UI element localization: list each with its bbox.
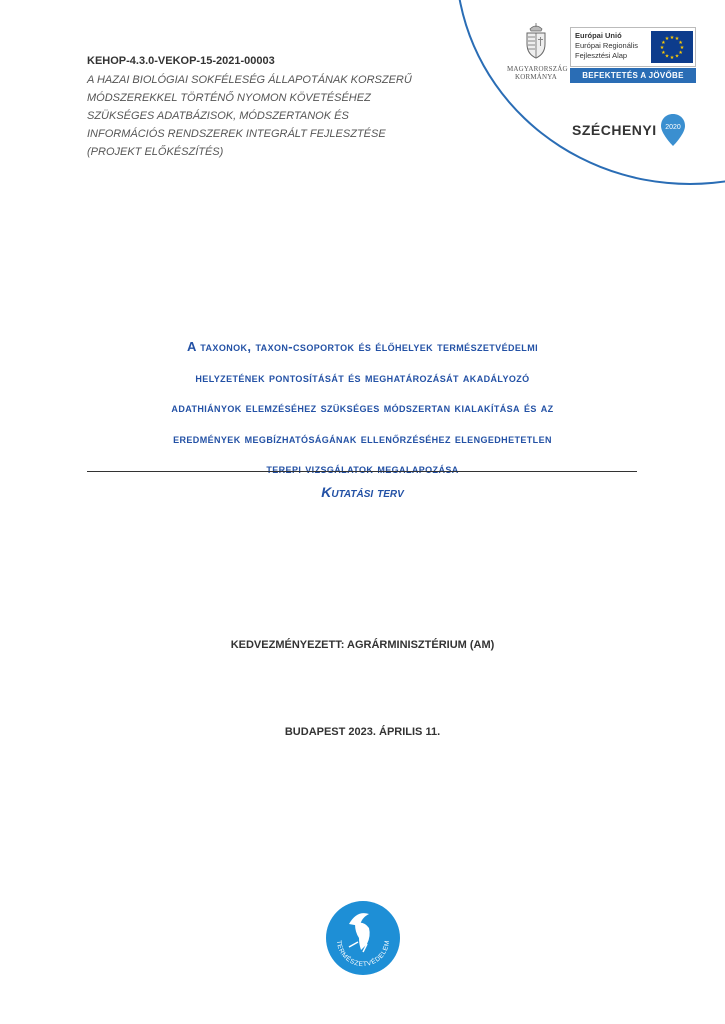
eu-star-icon: ★ bbox=[674, 53, 680, 60]
project-title bbox=[87, 71, 447, 161]
document-title bbox=[60, 332, 665, 485]
document-title-line: A taxonok, taxon-csoportok és élőhelyek természetvédelmi bbox=[186, 339, 538, 354]
title-divider bbox=[87, 471, 637, 472]
szechenyi-label: SZÉCHENYI bbox=[572, 122, 657, 138]
project-title-line: SZÜKSÉGES ADATBÁZISOK, MÓDSZERTANOK ÉS bbox=[87, 110, 349, 122]
government-label-line1: MAGYARORSZÁG bbox=[507, 65, 568, 73]
eu-label-line3: Fejlesztési Alap bbox=[575, 51, 628, 60]
eu-star-icon: ★ bbox=[678, 49, 683, 56]
government-label-line2: KORMÁNYA bbox=[514, 73, 558, 81]
szechenyi-2020-logo bbox=[572, 113, 686, 147]
eu-star-icon: ★ bbox=[678, 39, 683, 46]
eu-star-icon: ★ bbox=[664, 53, 670, 60]
eu-star-icon: ★ bbox=[661, 49, 666, 56]
eu-star-icon: ★ bbox=[664, 36, 670, 43]
eu-star-icon: ★ bbox=[674, 36, 680, 43]
project-title-line: A HAZAI BIOLÓGIAI SOKFÉLESÉG ÁLLAPOTÁNAK KORSZERŰ bbox=[87, 74, 412, 86]
location-pin-icon bbox=[660, 113, 686, 147]
project-code: KEHOP-4.3.0-VEKOP-15-2021-00003 bbox=[87, 55, 275, 67]
document-title-line: terepi vizsgálatok megalapozása bbox=[266, 461, 459, 476]
eu-label-line1: Európai Unió bbox=[575, 31, 622, 40]
termeszetvedelem-logo bbox=[325, 900, 401, 976]
eu-flag-icon bbox=[651, 31, 693, 63]
eu-logo bbox=[570, 27, 696, 67]
beneficiary: KEDVEZMÉNYEZETT: AGRÁRMINISZTÉRIUM (AM) bbox=[230, 639, 495, 651]
document-subtitle: Kutatási terv bbox=[321, 484, 404, 500]
eu-slogan-banner: BEFEKTETÉS A JÖVŐBE bbox=[570, 68, 696, 83]
project-title-line: MÓDSZEREKKEL TÖRTÉNŐ NYOMON KÖVETÉSÉHEZ bbox=[87, 92, 371, 104]
eu-star-icon: ★ bbox=[661, 39, 666, 46]
publication-date: BUDAPEST 2023. ÁPRILIS 11. bbox=[284, 726, 441, 738]
hungarian-government-logo bbox=[507, 22, 568, 81]
eu-star-icon: ★ bbox=[669, 34, 675, 41]
project-title-line: INFORMÁCIÓS RENDSZEREK INTEGRÁLT FEJLESZTÉSE bbox=[87, 128, 386, 140]
project-title-line: (PROJEKT ELŐKÉSZÍTÉS) bbox=[87, 146, 224, 158]
eu-star-icon: ★ bbox=[679, 44, 685, 51]
eu-star-icon: ★ bbox=[659, 44, 665, 51]
eu-star-icon: ★ bbox=[669, 54, 675, 61]
szechenyi-year: 2020 bbox=[664, 124, 681, 131]
nature-logo-text: TERMÉSZETVÉDELEM bbox=[334, 939, 392, 969]
coat-of-arms-icon bbox=[523, 22, 549, 60]
stork-emblem-icon bbox=[325, 900, 401, 976]
eu-label-line2: Európai Regionális bbox=[575, 41, 638, 50]
document-title-line: helyzetének pontosítását és meghatározását akadályozó bbox=[195, 369, 530, 385]
document-title-line: adathiányok elemzéséhez szükséges módszertan kialakítása és az bbox=[171, 400, 554, 415]
document-title-line: eredmények megbízhatóságának ellenőrzéséhez elengedhetetlen bbox=[173, 430, 552, 446]
